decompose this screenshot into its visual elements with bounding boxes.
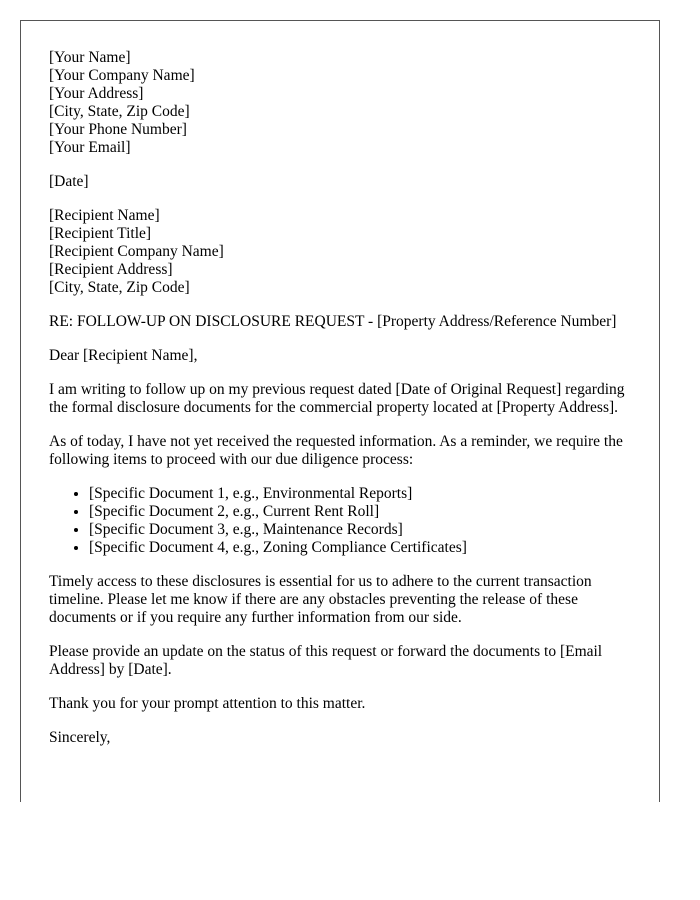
paragraph-update-request: Please provide an update on the status of this request or forward the documents to [Email Address] by [Date].	[49, 643, 603, 678]
salutation: Dear [Recipient Name],	[49, 347, 198, 364]
sender-address: [Your Address]	[49, 85, 144, 102]
paragraph-timeline: Timely access to these disclosures is essential for us to adhere to the current transaction timeline. Please let me know if there are any obstacles preventing the release of these documents or if you require any further information from our side.	[49, 573, 592, 626]
recipient-company: [Recipient Company Name]	[49, 243, 224, 260]
subject-line: RE: FOLLOW-UP ON DISCLOSURE REQUEST - [Property Address/Reference Number]	[49, 313, 617, 330]
recipient-city-state-zip: [City, State, Zip Code]	[49, 279, 190, 296]
date-block	[49, 173, 629, 191]
letter-body	[49, 49, 629, 763]
recipient-address: [Recipient Address]	[49, 261, 173, 278]
recipient-title: [Recipient Title]	[49, 225, 152, 242]
sender-city-state-zip: [City, State, Zip Code]	[49, 103, 190, 120]
sender-name: [Your Name]	[49, 49, 131, 66]
list-item: • [Specific Document 1, e.g., Environmental Reports]	[89, 485, 629, 503]
paragraph-reminder: As of today, I have not yet received the requested information. As a reminder, we require the following items to proceed with our due diligence process:	[49, 433, 623, 468]
paragraph-thanks: Thank you for your prompt attention to this matter.	[49, 695, 366, 712]
sender-email: [Your Email]	[49, 139, 131, 156]
paragraph-intro: I am writing to follow up on my previous request dated [Date of Original Request] regarding the formal disclosure documents for the commercial property located at [Property Address].	[49, 381, 625, 416]
list-item: • [Specific Document 3, e.g., Maintenance Records]	[89, 521, 629, 539]
list-item: • [Specific Document 2, e.g., Current Rent Roll]	[89, 503, 629, 521]
sender-phone: [Your Phone Number]	[49, 121, 187, 138]
recipient-name: [Recipient Name]	[49, 207, 160, 224]
sender-company: [Your Company Name]	[49, 67, 195, 84]
list-item: • [Specific Document 4, e.g., Zoning Compliance Certificates]	[89, 539, 629, 557]
recipient-block	[49, 207, 629, 297]
document-list	[49, 485, 629, 557]
letter-date: [Date]	[49, 173, 89, 190]
closing: Sincerely,	[49, 729, 111, 746]
sender-block	[49, 49, 629, 157]
letter-page	[20, 20, 660, 802]
